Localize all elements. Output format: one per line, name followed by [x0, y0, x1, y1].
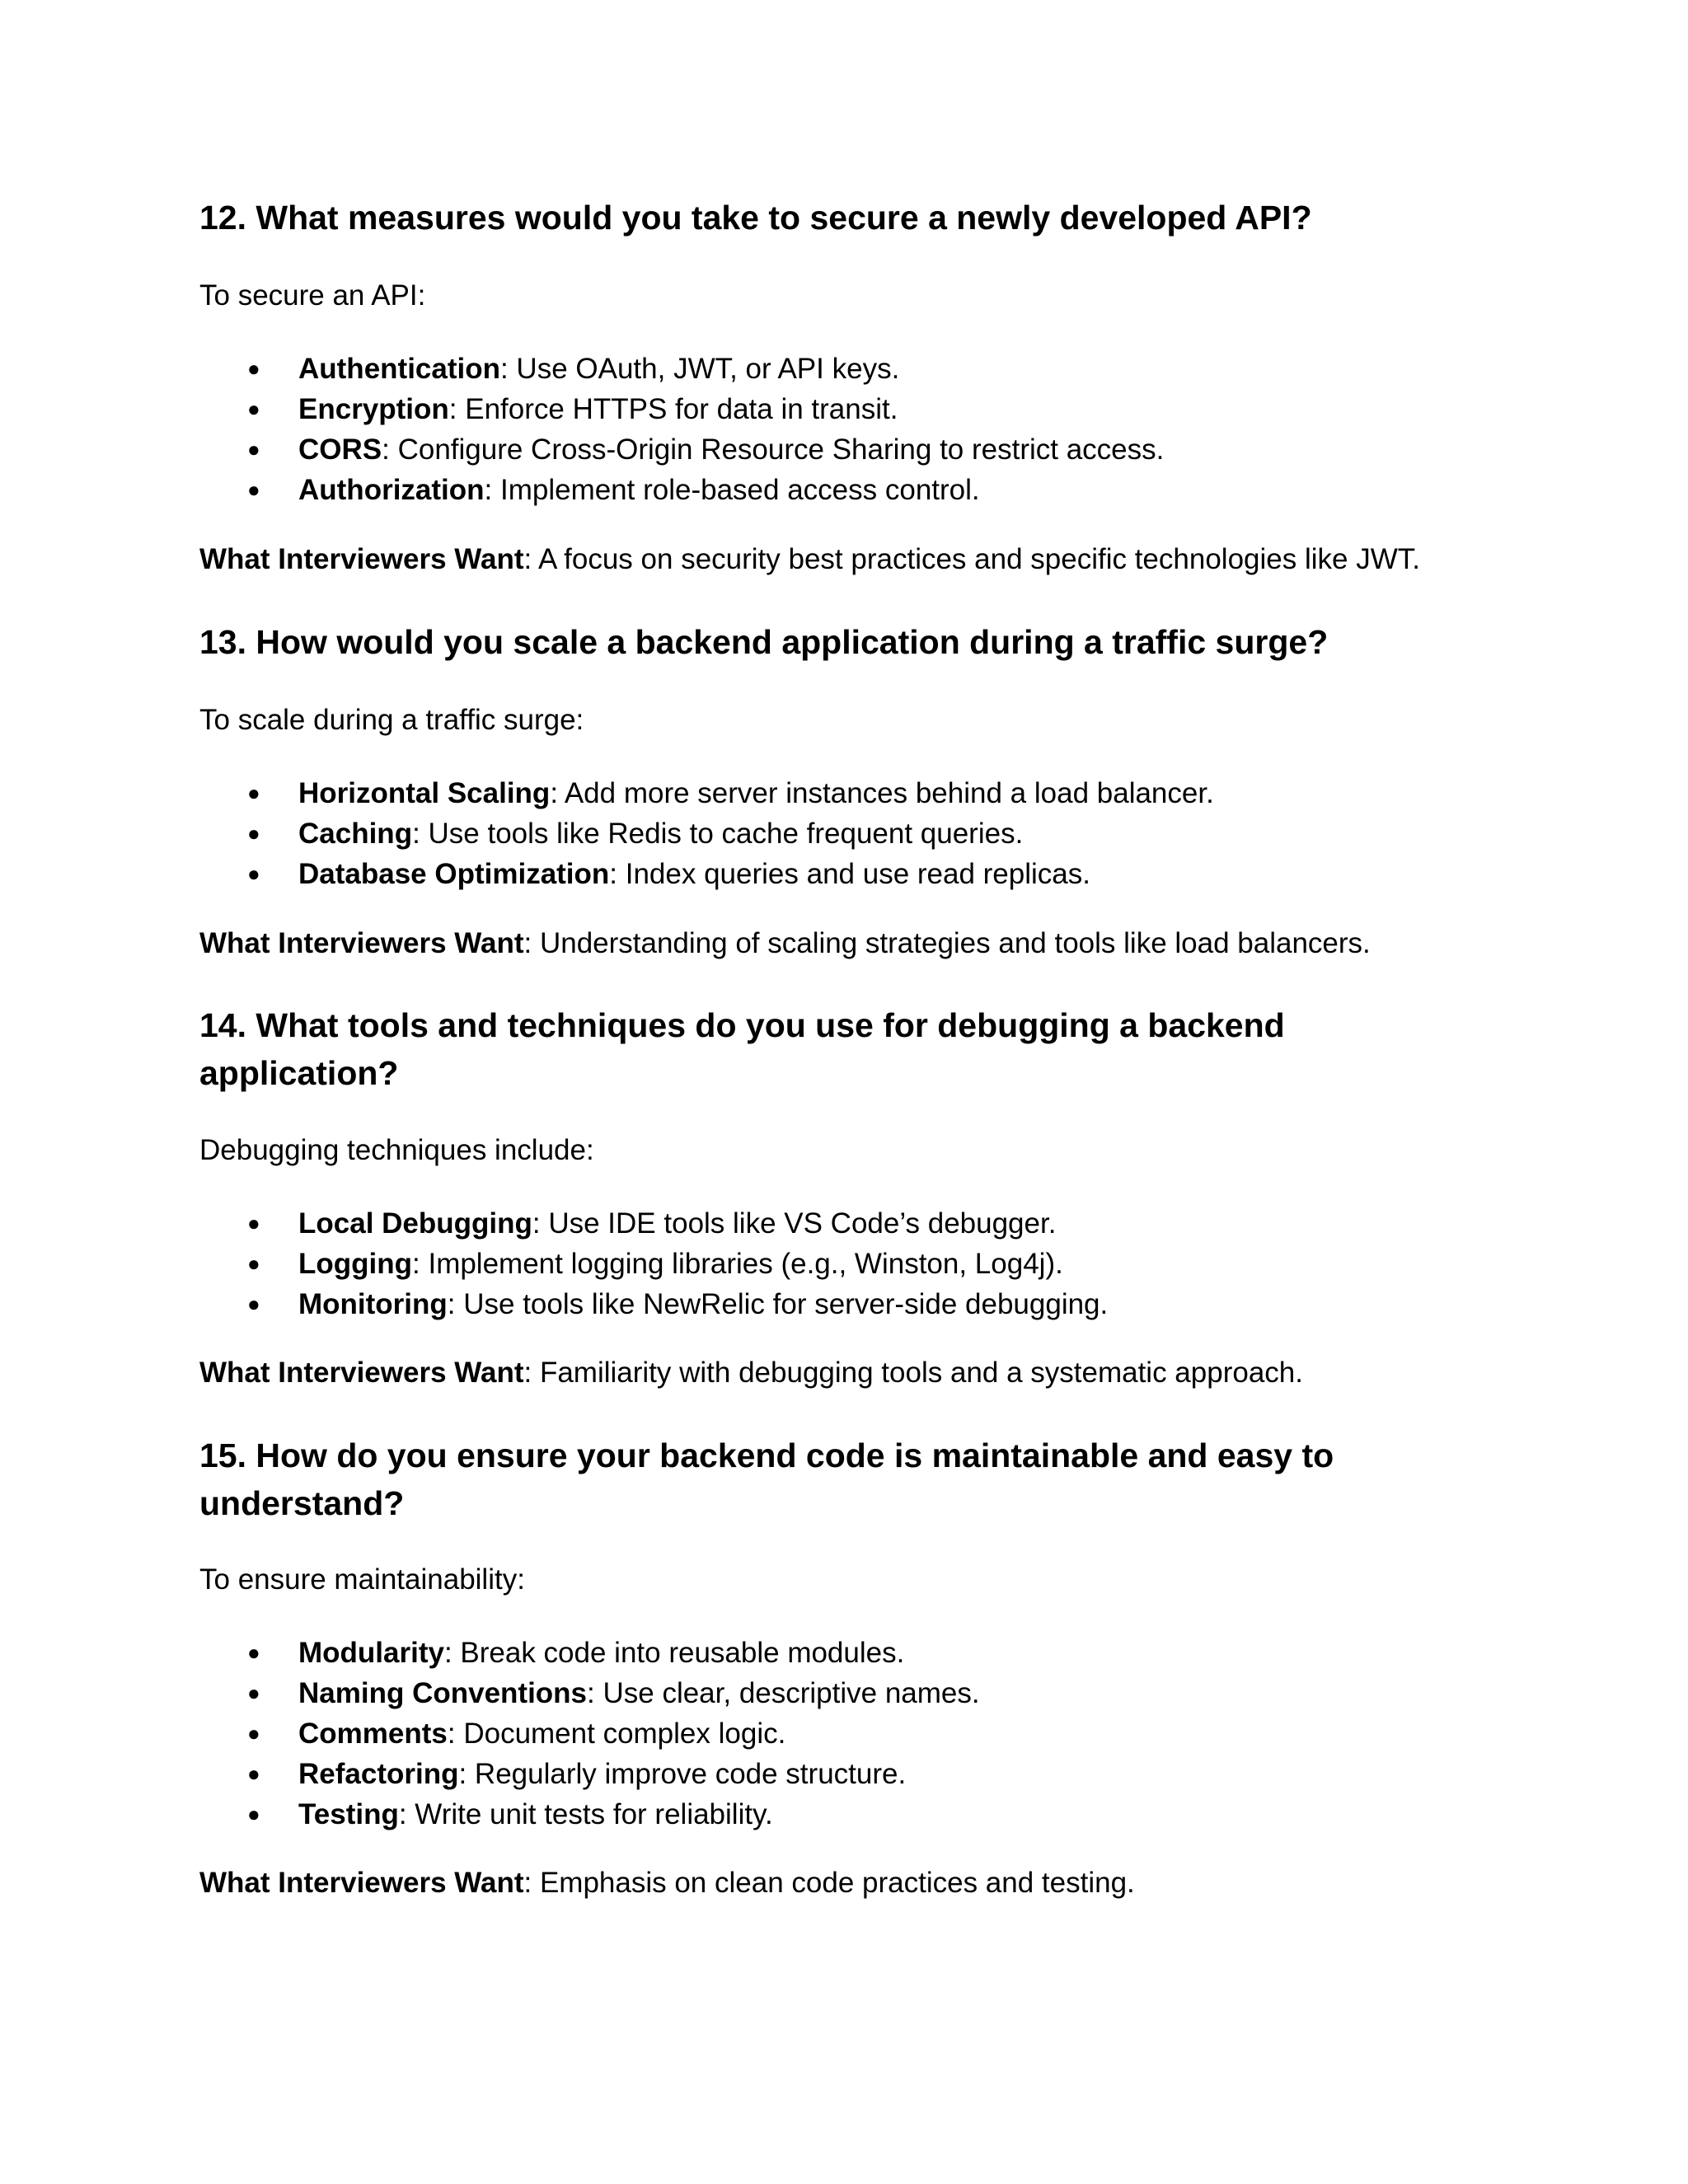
- list-item: [199, 813, 1535, 854]
- want-text: : Understanding of scaling strategies and tools like load balancers.: [523, 927, 1371, 959]
- bullet-term: Logging: [298, 1248, 413, 1280]
- question-title-line-1: 15. How do you ensure your backend code is maintainable and easy to: [199, 1436, 1334, 1474]
- list-item: [199, 1244, 1535, 1284]
- bullet-icon: ●: [247, 1211, 260, 1235]
- question-title-line-2: application?: [199, 1054, 399, 1092]
- list-item: [199, 349, 1535, 389]
- bullet-list: [199, 349, 1535, 510]
- want-text: : A focus on security best practices and specific technologies like JWT.: [523, 543, 1420, 575]
- bullet-term: Monitoring: [298, 1288, 448, 1320]
- section-15-intro: [199, 1559, 1535, 1600]
- bullet-term: Local Debugging: [298, 1207, 532, 1240]
- section-12-list: [199, 349, 1535, 510]
- list-item: [199, 773, 1535, 813]
- list-item: [199, 470, 1535, 510]
- section-15-want: [199, 1863, 1535, 1903]
- list-item: [199, 1633, 1535, 1673]
- bullet-text: : Configure Cross-Origin Resource Sharing to restrict access.: [382, 434, 1165, 466]
- intro-text: To ensure maintainability:: [199, 1563, 525, 1596]
- bullet-icon: ●: [247, 477, 260, 502]
- section-12: [199, 194, 1535, 241]
- want-label: What Interviewers Want: [199, 1867, 524, 1899]
- section-12-intro: [199, 275, 1535, 316]
- question-title: 12. What measures would you take to secure a newly developed API?: [199, 199, 1312, 237]
- section-14-list: [199, 1203, 1535, 1324]
- bullet-icon: ●: [247, 1761, 260, 1786]
- interviewers-want: [199, 539, 1535, 579]
- question-title: [199, 1001, 1535, 1097]
- list-item: [199, 1284, 1535, 1324]
- list-item: [199, 1203, 1535, 1244]
- bullet-term: Testing: [298, 1798, 399, 1830]
- bullet-icon: ●: [247, 1802, 260, 1826]
- want-text: : Familiarity with debugging tools and a systematic approach.: [523, 1357, 1303, 1389]
- bullet-icon: ●: [247, 780, 260, 805]
- section-13-want: [199, 923, 1535, 963]
- interviewers-want: [199, 1352, 1535, 1393]
- bullet-term: Naming Conventions: [298, 1677, 588, 1709]
- want-label: What Interviewers Want: [199, 1357, 524, 1389]
- question-title: 13. How would you scale a backend application during a traffic surge?: [199, 623, 1329, 661]
- bullet-term: Caching: [298, 818, 413, 850]
- section-12-want: [199, 539, 1535, 579]
- interviewers-want: [199, 1863, 1535, 1903]
- list-item: [199, 429, 1535, 470]
- section-14: [199, 1001, 1535, 1097]
- bullet-text: : Implement logging libraries (e.g., Winston, Log4j).: [412, 1248, 1063, 1280]
- bullet-text: : Break code into reusable modules.: [443, 1637, 905, 1669]
- bullet-icon: ●: [247, 821, 260, 846]
- bullet-icon: ●: [247, 1640, 260, 1665]
- bullet-term: Authorization: [298, 474, 485, 506]
- bullet-term: Modularity: [298, 1637, 444, 1669]
- want-label: What Interviewers Want: [199, 927, 524, 959]
- bullet-term: Encryption: [298, 393, 449, 425]
- bullet-icon: ●: [247, 1721, 260, 1746]
- section-13-list: [199, 773, 1535, 894]
- bullet-icon: ●: [247, 1680, 260, 1705]
- bullet-text: : Regularly improve code structure.: [458, 1758, 907, 1790]
- section-15-list: [199, 1633, 1535, 1835]
- bullet-text: : Index queries and use read replicas.: [609, 858, 1090, 890]
- bullet-term: Refactoring: [298, 1758, 459, 1790]
- section-14-intro: [199, 1130, 1535, 1170]
- bullet-text: : Add more server instances behind a load balancer.: [550, 777, 1214, 809]
- section-15: [199, 1432, 1535, 1527]
- bullet-text: : Use clear, descriptive names.: [587, 1677, 980, 1709]
- list-item: [199, 1794, 1535, 1835]
- list-item: [199, 854, 1535, 894]
- list-item: [199, 1673, 1535, 1713]
- bullet-icon: ●: [247, 1251, 260, 1276]
- bullet-text: : Write unit tests for reliability.: [398, 1798, 773, 1830]
- bullet-list: [199, 773, 1535, 894]
- bullet-icon: ●: [247, 861, 260, 886]
- bullet-term: Authentication: [298, 353, 500, 385]
- bullet-text: : Use tools like Redis to cache frequent queries.: [412, 818, 1024, 850]
- list-item: [199, 1713, 1535, 1754]
- bullet-term: CORS: [298, 434, 382, 466]
- bullet-list: [199, 1203, 1535, 1324]
- section-13-intro: [199, 700, 1535, 740]
- intro-text: Debugging techniques include:: [199, 1134, 594, 1166]
- bullet-list: [199, 1633, 1535, 1835]
- bullet-term: Horizontal Scaling: [298, 777, 551, 809]
- bullet-text: : Use tools like NewRelic for server-side debugging.: [447, 1288, 1109, 1320]
- bullet-icon: ●: [247, 1291, 260, 1316]
- want-label: What Interviewers Want: [199, 543, 524, 575]
- bullet-text: : Implement role-based access control.: [484, 474, 980, 506]
- question-title: [199, 1432, 1535, 1527]
- bullet-term: Comments: [298, 1718, 448, 1750]
- interviewers-want: [199, 923, 1535, 963]
- section-13: [199, 618, 1535, 666]
- bullet-term: Database Optimization: [298, 858, 610, 890]
- intro-text: To scale during a traffic surge:: [199, 704, 584, 736]
- bullet-text: : Use IDE tools like VS Code’s debugger.: [532, 1207, 1057, 1240]
- bullet-icon: ●: [247, 356, 260, 381]
- list-item: [199, 1754, 1535, 1794]
- list-item: [199, 389, 1535, 429]
- bullet-icon: ●: [247, 437, 260, 462]
- bullet-text: : Document complex logic.: [447, 1718, 786, 1750]
- bullet-text: : Enforce HTTPS for data in transit.: [448, 393, 898, 425]
- section-14-want: [199, 1352, 1535, 1393]
- bullet-icon: ●: [247, 396, 260, 421]
- bullet-text: : Use OAuth, JWT, or API keys.: [499, 353, 900, 385]
- want-text: : Emphasis on clean code practices and testing.: [523, 1867, 1135, 1899]
- question-title-line-1: 14. What tools and techniques do you use for debugging a backend: [199, 1006, 1285, 1044]
- question-title-line-2: understand?: [199, 1484, 405, 1522]
- intro-text: To secure an API:: [199, 279, 426, 312]
